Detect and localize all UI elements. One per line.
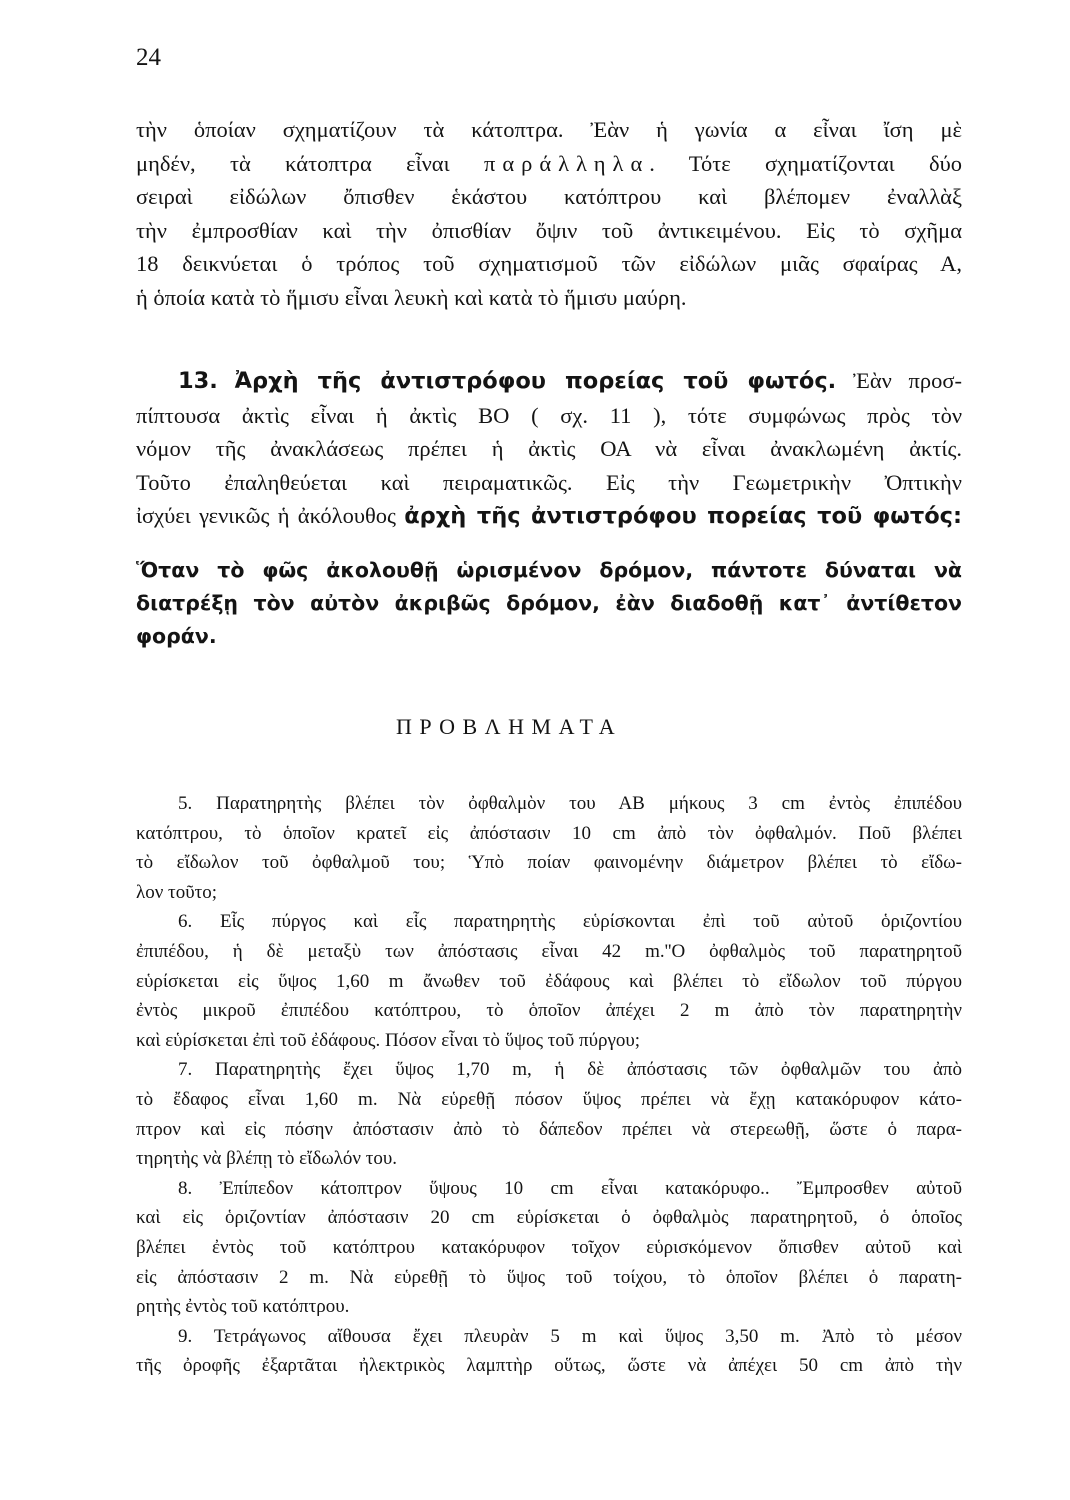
text-line: σειραὶ εἰδώλων ὄπισθεν ἑκάστου κατόπτρου καὶ βλέπομεν ἐναλλὰξ xyxy=(136,184,962,210)
principle-line: διατρέξῃ τὸν αὐτὸν ἀκριβῶς δρόμον, ἐὰν διαδοθῇ κατ᾽ ἀντίθετον xyxy=(136,591,962,615)
problems-list xyxy=(136,789,962,1381)
text-line: τὴν ὁποίαν σχηματίζουν τὰ κάτοπτρα. Ἐὰν ἡ γωνία α εἶναι ἴση μὲ xyxy=(136,117,962,142)
page-number: 24 xyxy=(136,44,161,71)
intro-paragraph xyxy=(136,113,962,315)
section-title: Ἀρχὴ τῆς ἀντιστρόφου πορείας τοῦ φωτός. xyxy=(234,368,837,394)
text-line: νόμον τῆς ἀνακλάσεως πρέπει ἡ ἀκτὶς ΟΑ νὰ εἶναι ἀνακλωμένη ἀκτίς. xyxy=(136,436,962,462)
problem-line: ἐντὸς μικροῦ ἐπιπέδου κατόπτρου, τὸ ὁποῖον ἀπέχει 2 m ἀπὸ τὸν παρατηρητὴν xyxy=(136,1000,962,1022)
problem-line: καὶ εὑρίσκεται ἐπὶ τοῦ ἐδάφους. Πόσον εἶναι τὸ ὕψος τοῦ πύργου; xyxy=(136,1029,641,1051)
principle-line: Ὅταν τὸ φῶς ἀκολουθῇ ὡρισμένον δρόμον, πάντοτε δύναται νὰ xyxy=(136,558,962,582)
section-13 xyxy=(136,364,962,534)
problem-line: ἐπιπέδου, ἡ δὲ μεταξὺ των ἀπόστασις εἶναι 42 m.''Ο ὀφθαλμὸς τοῦ παρατηρητοῦ xyxy=(136,940,962,962)
section-number: 13. xyxy=(178,368,218,394)
problem-line: εἰς ἀπόστασιν 2 m. Νὰ εὑρεθῇ τὸ ὕψος τοῦ τοίχου, τὸ ὁποῖον βλέπει ὁ παρατη- xyxy=(136,1266,962,1288)
problem-line: τὸ ἔδαφος εἶναι 1,60 m. Νὰ εὑρεθῇ πόσον ὕψος πρέπει νὰ ἔχῃ κατακόρυφον κάτο- xyxy=(136,1088,962,1110)
text-line: μηδέν, τὰ κάτοπτρα εἶναι παράλληλα. Τότε σχηματίζονται δύο xyxy=(136,150,962,176)
text-line: ἡ ὁποία κατὰ τὸ ἥμισυ εἶναι λευκὴ καὶ κατὰ τὸ ἥμισυ μαύρη. xyxy=(136,284,687,310)
problem-7 xyxy=(136,1055,962,1173)
problem-6 xyxy=(136,907,962,1055)
problem-line: βλέπει ἐντὸς τοῦ κατόπτρου κατακόρυφον τοῖχον εὑρισκόμενον ὄπισθεν αὐτοῦ καὶ xyxy=(136,1236,962,1258)
principle-name: ἀρχὴ τῆς ἀντιστρόφου πορείας τοῦ φωτός: xyxy=(404,503,962,530)
text-line: τὴν ἐμπροσθίαν καὶ τὴν ὀπισθίαν ὄψιν τοῦ ἀντικειμένου. Εἰς τὸ σχῆμα xyxy=(136,217,962,243)
problem-line: λον τοῦτο; xyxy=(136,881,218,903)
problem-line: 5. Παρατηρητὴς βλέπει τὸν ὀφθαλμὸν του ΑΒ μήκους 3 cm ἐντὸς ἐπιπέδου xyxy=(178,793,962,814)
problem-line: καὶ εἰς ὁριζοντίαν ἀπόστασιν 20 cm εὑρίσκεται ὁ ὀφθαλμὸς παρατηρητοῦ, ὁ ὁποῖος xyxy=(136,1207,962,1229)
problems-heading: ΠΡΟΒΛΗΜΑΤΑ xyxy=(396,714,623,739)
principle-line: φοράν. xyxy=(136,624,217,648)
problem-line: πτρον καὶ εἰς πόσην ἀπόστασιν ἀπὸ τὸ δάπεδον πρέπει νὰ στερεωθῇ, ὥστε ὁ παρα- xyxy=(136,1118,962,1140)
text-line: ἰσχύει γενικῶς ἡ ἀκόλουθος ἀρχὴ τῆς ἀντιστρόφου πορείας τοῦ φωτός: xyxy=(136,503,962,530)
text-line: 18 δεικνύεται ὁ τρόπος τοῦ σχηματισμοῦ τῶν εἰδώλων μιᾶς σφαίρας Α, xyxy=(136,251,962,277)
problem-line: 7. Παρατηρητὴς ἔχει ὕψος 1,70 m, ἡ δὲ ἀπόστασις τῶν ὀφθαλμῶν του ἀπὸ xyxy=(178,1059,962,1081)
problem-line: 8. Ἐπίπεδον κάτοπτρον ὕψους 10 cm εἶναι κατακόρυφο.. Ἔμπροσθεν αὐτοῦ xyxy=(178,1177,962,1199)
problem-line: τῆς ὀροφῆς ἐξαρτᾶται ἠλεκτρικὸς λαμπτὴρ οὕτως, ὥστε νὰ ἀπέχει 50 cm ἀπὸ τὴν xyxy=(136,1355,962,1377)
section-title-line: 13. Ἀρχὴ τῆς ἀντιστρόφου πορείας τοῦ φωτός. Ἐὰν προσ- xyxy=(178,368,962,394)
problem-line: ρητὴς ἐντὸς τοῦ κατόπτρου. xyxy=(136,1296,350,1318)
problem-line: τηρητὴς νὰ βλέπῃ τὸ εἴδωλόν του. xyxy=(136,1148,398,1170)
problem-line: τὸ εἴδωλον τοῦ ὀφθαλμοῦ του; Ὑπὸ ποίαν φαινομένην διάμετρον βλέπει τὸ εἴδω- xyxy=(136,852,962,874)
problem-line: εὑρίσκεται εἰς ὕψος 1,60 m ἄνωθεν τοῦ ἐδάφους καὶ βλέπει τὸ εἴδωλον τοῦ πύργου xyxy=(136,970,962,992)
problem-9 xyxy=(136,1322,962,1381)
problem-8 xyxy=(136,1174,962,1322)
text-line: πίπτουσα ἀκτὶς εἶναι ἡ ἀκτὶς ΒΟ ( σχ. 11 ), τότε συμφώνως πρὸς τὸν xyxy=(136,402,962,428)
problem-line: 9. Τετράγωνος αἴθουσα ἔχει πλευρὰν 5 m καὶ ὕψος 3,50 m. Ἀπὸ τὸ μέσον xyxy=(178,1325,962,1347)
problem-line: κατόπτρου, τὸ ὁποῖον κρατεῖ εἰς ἀπόστασιν 10 cm ἀπὸ τὸν ὀφθαλμόν. Ποῦ βλέπει xyxy=(136,822,962,844)
problem-5 xyxy=(136,789,962,907)
principle-statement xyxy=(136,554,962,653)
text-line: Τοῦτο ἐπαληθεύεται καὶ πειραματικῶς. Εἰς τὴν Γεωμετρικὴν Ὀπτικὴν xyxy=(136,469,962,495)
emphasis-spaced: παράλληλα xyxy=(483,150,650,176)
problem-line: 6. Εἷς πύργος καὶ εἷς παρατηρητὴς εὑρίσκονται ἐπὶ τοῦ αὐτοῦ ὁριζοντίου xyxy=(178,911,962,933)
